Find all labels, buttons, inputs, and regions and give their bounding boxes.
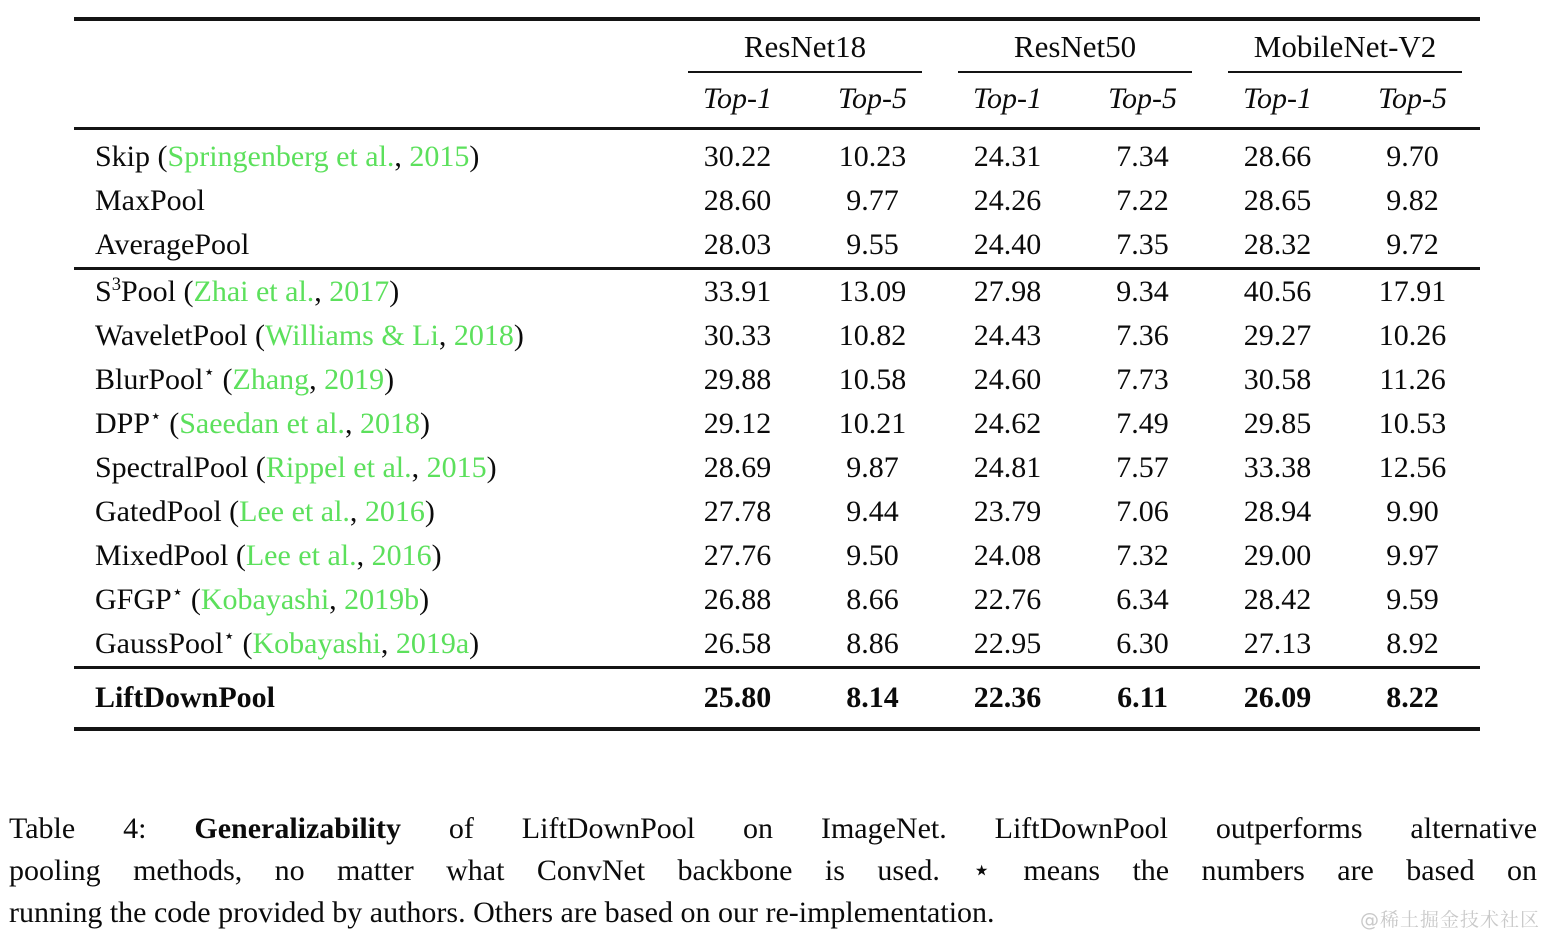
table-row [74,402,1480,446]
text-segment: , [344,407,360,440]
text-segment: DPP [95,407,151,440]
metric-value: 9.44 [846,495,899,528]
text-segment: ) [469,140,480,173]
column-group-resnet18 [670,19,940,73]
text-segment: GaussPool [95,627,224,660]
header-group-row [74,19,1480,73]
metric-value: 9.50 [846,539,899,572]
method-label [74,446,670,490]
text-segment: ( [235,627,253,660]
metric-value: 28.32 [1243,228,1312,261]
citation-link[interactable]: Kobayashi [200,583,330,616]
caption-line [9,808,1537,850]
metric-value: 7.57 [1116,451,1169,484]
metric-value: 8.14 [805,668,940,730]
metric-value: 17.91 [1345,269,1480,315]
table-row [74,490,1480,534]
citation-link[interactable]: Lee et al. [245,539,357,572]
metric-value: 11.26 [1379,363,1446,396]
citation-link[interactable]: Springenberg et al. [167,140,395,173]
metric-value: 24.62 [973,407,1042,440]
text-segment: of LiftDownPool on ImageNet. LiftDownPool outperforms alternative [401,812,1538,845]
citation-link[interactable]: Zhang [232,363,310,396]
metric-value: 28.69 [703,451,772,484]
metric-value: 33.91 [670,269,805,315]
metric-value: 30.22 [703,140,772,173]
text-segment: ) [419,407,430,440]
citation-link[interactable]: 2018 [359,407,420,440]
metric-value: 9.70 [1386,140,1439,173]
metric-value: 24.26 [973,184,1042,217]
metric-value: 30.58 [1243,363,1312,396]
text-segment: GFGP [95,583,172,616]
method-label [74,534,670,578]
metric-value: 27.76 [703,539,772,572]
metric-value: 7.36 [1116,319,1169,352]
column-group-label: ResNet50 [958,27,1192,73]
metric-value: 28.42 [1243,583,1312,616]
metric-value: 27.98 [940,269,1075,315]
metric-value: 24.08 [973,539,1042,572]
metric-value: 10.58 [838,363,907,396]
header-empty-cell [74,19,670,73]
text-segment: ) [389,275,400,308]
metric-value: 24.40 [973,228,1042,261]
text-segment: , [411,451,427,484]
table-row [74,668,1480,730]
results-table [74,17,1480,731]
metric-value: 10.26 [1378,319,1447,352]
metric-value: 8.92 [1386,627,1439,660]
text-segment: ( [183,583,201,616]
text-segment: ) [513,319,524,352]
metric-value: 6.34 [1116,583,1169,616]
metric-value: 9.82 [1386,184,1439,217]
citation-link[interactable]: 2016 [364,495,425,528]
method-label [74,358,670,402]
metric-value: 8.22 [1345,668,1480,730]
metric-value: 8.86 [846,627,899,660]
metric-value: 7.73 [1116,363,1169,396]
text-segment: MixedPool ( [95,539,246,572]
table-row [74,358,1480,402]
text-segment: ) [419,583,430,616]
text-segment: , [349,495,365,528]
text-segment: Pool ( [120,275,194,308]
metric-value: 29.00 [1243,539,1312,572]
method-label [74,179,670,223]
text-segment: ( [215,363,233,396]
text-segment: ) [384,363,395,396]
citation-link[interactable]: 2019a [395,627,470,660]
column-header-top5: Top-5 [1075,73,1210,129]
citation-link[interactable]: Kobayashi [252,627,381,660]
metric-value: 29.12 [703,407,772,440]
metric-value: 28.65 [1243,184,1312,217]
text-segment: BlurPool [95,363,204,396]
metric-value: 9.77 [846,184,899,217]
metric-value: 33.38 [1243,451,1312,484]
method-label [74,578,670,622]
citation-link[interactable]: 2017 [329,275,390,308]
metric-value: 25.80 [670,668,805,730]
text-segment: SpectralPool ( [95,451,266,484]
column-header-top5: Top-5 [805,73,940,129]
column-group-label: ResNet18 [688,27,922,73]
text-segment: Generalizability [194,812,401,845]
metric-value: 24.60 [973,363,1042,396]
metric-value: 27.13 [1243,627,1312,660]
metric-value: 7.06 [1116,495,1169,528]
metric-value: 8.66 [846,583,899,616]
metric-value: 12.56 [1378,451,1447,484]
method-label [74,622,670,668]
method-label [74,269,670,315]
metric-value: 26.58 [703,627,772,660]
citation-link[interactable]: 2018 [453,319,514,352]
metric-value: 24.43 [973,319,1042,352]
metric-value: 9.90 [1386,495,1439,528]
caption-line [9,892,1537,934]
citation-link[interactable]: Zhai et al. [193,275,315,308]
metric-value: 29.27 [1243,319,1312,352]
metric-value: 7.35 [1116,228,1169,261]
text-segment: Table 4: [9,812,195,845]
citation-link[interactable]: 2019 [324,363,385,396]
text-segment: , [438,319,454,352]
table-row [74,314,1480,358]
metric-value: 30.33 [703,319,772,352]
table-row [74,129,1480,180]
text-segment: LiftDownPool [95,681,275,714]
metric-value: 22.76 [973,583,1042,616]
text-segment: running the code provided by authors. Others are based on our re-implementation. [9,896,995,929]
citation-link[interactable]: Saeedan et al. [179,407,345,440]
text-segment: pooling methods, no matter what ConvNet backbone is used. ⋆ means the numbers are based on [9,854,1537,887]
table-row [74,578,1480,622]
text-segment: AveragePool [95,228,250,261]
metric-value: 7.34 [1116,140,1169,173]
metric-value: 28.03 [703,228,772,261]
metric-value: 9.34 [1075,269,1210,315]
text-segment: GatedPool ( [95,495,240,528]
citation-link[interactable]: Williams & Li [265,319,439,352]
table-row [74,622,1480,668]
column-header-top5: Top-5 [1345,73,1480,129]
text-segment: , [380,627,396,660]
metric-value: 9.97 [1386,539,1439,572]
method-label [74,223,670,269]
metric-value: 6.30 [1116,627,1169,660]
text-segment: WaveletPool ( [95,319,266,352]
metric-value: 9.59 [1386,583,1439,616]
column-header-top1: Top-1 [940,73,1075,129]
text-segment: , [394,140,410,173]
text-segment: S [95,275,112,308]
metric-value: 28.60 [703,184,772,217]
metric-value: 7.32 [1116,539,1169,572]
citation-link[interactable]: 2016 [371,539,432,572]
metric-value: 27.78 [703,495,772,528]
superscript: ⋆ [171,582,184,603]
metric-value: 9.55 [846,228,899,261]
method-label [74,668,670,730]
citation-link[interactable]: Lee et al. [239,495,350,528]
citation-link[interactable]: Rippel et al. [265,451,412,484]
column-group-resnet50 [940,19,1210,73]
metric-value: 28.94 [1243,495,1312,528]
column-header-top1: Top-1 [670,73,805,129]
metric-value: 26.09 [1210,668,1345,730]
text-segment: , [329,583,345,616]
superscript: ⋆ [203,362,215,383]
metric-value: 23.79 [973,495,1042,528]
metric-value: 13.09 [805,269,940,315]
metric-value: 9.72 [1386,228,1439,261]
table-row [74,179,1480,223]
method-label [74,314,670,358]
metric-value: 10.82 [838,319,907,352]
superscript: ⋆ [150,406,162,427]
metric-value: 24.81 [973,451,1042,484]
table-row [74,446,1480,490]
metric-value: 10.53 [1378,407,1447,440]
text-segment: Skip ( [95,140,168,173]
metric-value: 29.88 [703,363,772,396]
table-row [74,223,1480,269]
text-segment: MaxPool [95,184,206,217]
text-segment: , [309,363,325,396]
metric-value: 22.95 [973,627,1042,660]
watermark: @稀土掘金技术社区 [1359,909,1540,931]
caption-line [9,850,1537,892]
citation-link[interactable]: 2019b [344,583,420,616]
text-segment: ) [431,539,442,572]
citation-link[interactable]: 2015 [426,451,487,484]
metric-value: 10.23 [838,140,907,173]
header-empty-cell [74,73,670,129]
text-segment: , [314,275,330,308]
metric-value: 7.22 [1116,184,1169,217]
superscript: ⋆ [223,626,235,647]
metric-value: 26.88 [703,583,772,616]
method-label [74,490,670,534]
table-row [74,269,1480,315]
column-header-top1: Top-1 [1210,73,1345,129]
header-subcolumn-row [74,73,1480,129]
metric-value: 28.66 [1243,140,1312,173]
column-group-label: MobileNet-V2 [1228,27,1462,73]
superscript: 3 [111,274,121,295]
metric-value: 29.85 [1243,407,1312,440]
table-row [74,534,1480,578]
text-segment: ( [161,407,180,440]
text-segment: , [356,539,372,572]
text-segment: ) [486,451,497,484]
table-caption [9,808,1537,934]
metric-value: 24.31 [973,140,1042,173]
metric-value: 9.87 [846,451,899,484]
method-label [74,402,670,446]
metric-value: 22.36 [940,668,1075,730]
method-label [74,129,670,180]
metric-value: 10.21 [838,407,907,440]
metric-value: 40.56 [1210,269,1345,315]
metric-value: 7.49 [1116,407,1169,440]
text-segment: ) [469,627,480,660]
column-group-mobilenet-v2 [1210,19,1480,73]
citation-link[interactable]: 2015 [409,140,470,173]
text-segment: ) [424,495,435,528]
metric-value: 6.11 [1075,668,1210,730]
